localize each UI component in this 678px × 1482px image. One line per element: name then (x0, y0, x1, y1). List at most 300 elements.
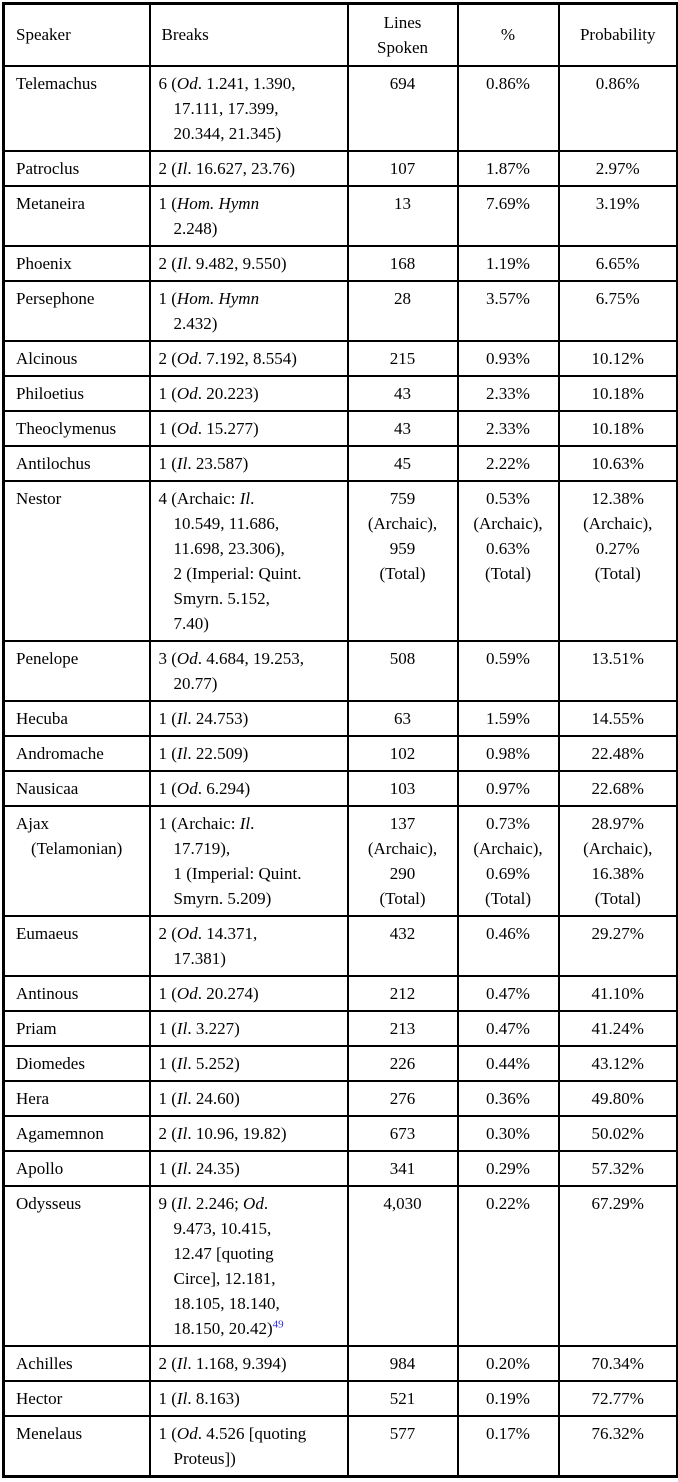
text-line: 0.47% (486, 1018, 530, 1038)
text-line: 1.59% (486, 708, 530, 728)
cell-lines-spoken (348, 1186, 458, 1346)
text-line: (Archaic), (367, 838, 438, 858)
text-line: Phoenix (16, 253, 72, 273)
cell-lines-spoken (348, 66, 458, 151)
cell-breaks (150, 151, 348, 186)
text-line: Ajax (16, 813, 50, 833)
text-line: 28.97% (591, 813, 644, 833)
cell-probability (559, 1046, 678, 1081)
cell-probability (559, 701, 678, 736)
table-row (4, 701, 678, 736)
table-row (4, 1186, 678, 1346)
table-row (4, 481, 678, 641)
cell-percent (458, 771, 559, 806)
cell-speaker (4, 411, 150, 446)
text-line: 72.77% (591, 1388, 644, 1408)
text-line: 341 (389, 1158, 416, 1178)
cell-lines-spoken (348, 1046, 458, 1081)
cell-speaker (4, 736, 150, 771)
cell-speaker (4, 481, 150, 641)
cell-percent (458, 376, 559, 411)
table-row (4, 1046, 678, 1081)
text-line: 1 (Imperial: Quint. (173, 863, 302, 883)
text-line: 212 (389, 983, 416, 1003)
table-row (4, 376, 678, 411)
text-line: 17.381) (173, 948, 226, 968)
cell-speaker (4, 701, 150, 736)
table-row (4, 1416, 678, 1477)
cell-lines-spoken (348, 1346, 458, 1381)
text-line: 12.38% (591, 488, 644, 508)
text-line: (Archaic), (473, 513, 543, 533)
text-line: 0.46% (486, 923, 530, 943)
cell-breaks (150, 341, 348, 376)
text-line: 0.19% (486, 1388, 530, 1408)
text-line: Antilochus (16, 453, 91, 473)
text-line: 41.10% (591, 983, 644, 1003)
text-line: 9.473, 10.415, (173, 1218, 272, 1238)
cell-lines-spoken (348, 736, 458, 771)
table-header (4, 4, 678, 66)
text-line: Persephone (16, 288, 95, 308)
text-line: 759 (389, 488, 416, 508)
text-line: Agamemnon (16, 1123, 104, 1143)
cell-percent (458, 976, 559, 1011)
text-line: 13 (394, 193, 411, 213)
text-line: 2 (Od. 7.192, 8.554) (158, 348, 297, 368)
table-row (4, 641, 678, 701)
text-line: 17.111, 17.399, (173, 98, 279, 118)
cell-speaker (4, 341, 150, 376)
text-line: 0.86% (486, 73, 530, 93)
text-line: Diomedes (16, 1053, 85, 1073)
cell-probability (559, 376, 678, 411)
text-line: 1 (Hom. Hymn (158, 193, 260, 213)
cell-probability (559, 1381, 678, 1416)
footnote-49-link[interactable]: 49 (272, 1317, 284, 1330)
cell-speaker (4, 186, 150, 246)
cell-probability (559, 151, 678, 186)
text-line: 2.33% (486, 383, 530, 403)
cell-speaker (4, 1346, 150, 1381)
text-line: 76.32% (591, 1423, 644, 1443)
cell-breaks (150, 1046, 348, 1081)
cell-probability (559, 736, 678, 771)
text-line: 6.75% (595, 288, 640, 308)
text-line: 213 (389, 1018, 416, 1038)
text-line: 103 (389, 778, 416, 798)
text-line: 4,030 (383, 1193, 422, 1213)
cell-probability (559, 806, 678, 916)
text-line: 2 (Imperial: Quint. (173, 563, 302, 583)
text-line: 2.432) (173, 313, 218, 333)
text-line: 50.02% (591, 1123, 644, 1143)
text-line: 43 (394, 383, 411, 403)
text-line: Theoclymenus (16, 418, 117, 438)
cell-percent (458, 66, 559, 151)
text-line: 29.27% (591, 923, 644, 943)
text-line: 577 (389, 1423, 416, 1443)
text-line: Patroclus (16, 158, 80, 178)
cell-breaks (150, 771, 348, 806)
text-line: Eumaeus (16, 923, 79, 943)
table-row (4, 1151, 678, 1186)
cell-speaker (4, 246, 150, 281)
cell-speaker (4, 66, 150, 151)
cell-probability (559, 1151, 678, 1186)
cell-probability (559, 641, 678, 701)
text-line: Apollo (16, 1158, 64, 1178)
text-line: (Total) (484, 888, 531, 908)
text-line: (Archaic), (473, 838, 543, 858)
text-line: 0.69% (486, 863, 530, 883)
text-line: 1 (Od. 20.274) (158, 983, 259, 1003)
speech-breaks-table (2, 2, 678, 1478)
cell-percent (458, 1046, 559, 1081)
text-line: Achilles (16, 1353, 73, 1373)
text-line: (Archaic), (367, 513, 438, 533)
cell-speaker (4, 446, 150, 481)
cell-probability (559, 411, 678, 446)
cell-lines-spoken (348, 446, 458, 481)
cell-breaks (150, 916, 348, 976)
text-line: 0.22% (486, 1193, 530, 1213)
cell-percent (458, 411, 559, 446)
cell-percent (458, 1151, 559, 1186)
text-line: 2.97% (595, 158, 640, 178)
cell-percent (458, 916, 559, 976)
text-line: 0.98% (486, 743, 530, 763)
text-line: Hector (16, 1388, 63, 1408)
cell-lines-spoken (348, 376, 458, 411)
text-line: 102 (389, 743, 416, 763)
text-line: 215 (389, 348, 416, 368)
table-row (4, 976, 678, 1011)
cell-percent (458, 701, 559, 736)
cell-breaks (150, 411, 348, 446)
column-header-breaks: Breaks (150, 4, 348, 66)
column-header-probability: Probability (559, 4, 678, 66)
table-row (4, 1116, 678, 1151)
cell-percent (458, 446, 559, 481)
text-line: 1 (Il. 22.509) (158, 743, 249, 763)
text-line: 1 (Il. 24.35) (158, 1158, 240, 1178)
text-line: 43.12% (591, 1053, 644, 1073)
cell-speaker (4, 376, 150, 411)
text-line: Antinous (16, 983, 79, 1003)
cell-probability (559, 246, 678, 281)
table-row (4, 1381, 678, 1416)
text-line: 107 (389, 158, 416, 178)
text-line: 2 (Od. 14.371, (158, 923, 258, 943)
text-line: 41.24% (591, 1018, 644, 1038)
cell-speaker (4, 916, 150, 976)
table-body (4, 66, 678, 1477)
cell-breaks (150, 246, 348, 281)
cell-speaker (4, 1381, 150, 1416)
text-line: 6.65% (595, 253, 640, 273)
text-line: 2 (Il. 9.482, 9.550) (158, 253, 287, 273)
text-line: 276 (389, 1088, 416, 1108)
text-line: 18.150, 20.42)$^{49}$ (173, 1317, 284, 1338)
text-line: 0.86% (595, 73, 640, 93)
text-line: Menelaus (16, 1423, 83, 1443)
text-line: 10.549, 11.686, (173, 513, 280, 533)
cell-breaks (150, 1151, 348, 1186)
cell-probability (559, 1081, 678, 1116)
cell-percent (458, 1011, 559, 1046)
cell-breaks (150, 806, 348, 916)
cell-lines-spoken (348, 701, 458, 736)
text-line: 9 (Il. 2.246; Od. (158, 1193, 269, 1213)
cell-breaks (150, 1186, 348, 1346)
cell-lines-spoken (348, 151, 458, 186)
text-line: 2.22% (486, 453, 530, 473)
text-line: 7.40) (173, 613, 209, 633)
text-line: 0.59% (486, 648, 530, 668)
text-line: 17.719), (173, 838, 231, 858)
text-line: 13.51% (591, 648, 644, 668)
table-row (4, 186, 678, 246)
text-line: 1 (Il. 3.227) (158, 1018, 240, 1038)
text-line: 10.18% (591, 418, 644, 438)
table-row (4, 736, 678, 771)
text-line: Telemachus (16, 73, 97, 93)
table-row (4, 916, 678, 976)
cell-percent (458, 1381, 559, 1416)
cell-lines-spoken (348, 186, 458, 246)
cell-percent (458, 1346, 559, 1381)
cell-probability (559, 446, 678, 481)
text-line: 1 (Archaic: Il. (158, 813, 255, 833)
cell-breaks (150, 1081, 348, 1116)
table-row (4, 151, 678, 186)
text-line: 168 (389, 253, 416, 273)
text-line: 18.105, 18.140, (173, 1293, 280, 1313)
text-line: 2 (Il. 16.627, 23.76) (158, 158, 295, 178)
text-line: 1.19% (486, 253, 530, 273)
cell-probability (559, 481, 678, 641)
cell-probability (559, 771, 678, 806)
cell-speaker (4, 281, 150, 341)
cell-breaks (150, 186, 348, 246)
text-line: Priam (16, 1018, 57, 1038)
text-line: 10.63% (591, 453, 644, 473)
text-line: 1 (Il. 24.753) (158, 708, 249, 728)
header-row (4, 4, 678, 66)
cell-percent (458, 481, 559, 641)
text-line: 0.20% (486, 1353, 530, 1373)
cell-percent (458, 341, 559, 376)
cell-breaks (150, 1011, 348, 1046)
text-line: (Total) (379, 563, 426, 583)
column-header-speaker: Speaker (4, 4, 150, 66)
text-line: (Total) (594, 888, 641, 908)
cell-percent (458, 186, 559, 246)
text-line: 22.68% (591, 778, 644, 798)
text-line: 3.57% (486, 288, 530, 308)
text-line: 694 (389, 73, 416, 93)
cell-breaks (150, 1416, 348, 1477)
cell-lines-spoken (348, 1011, 458, 1046)
cell-lines-spoken (348, 1081, 458, 1116)
cell-percent (458, 641, 559, 701)
cell-breaks (150, 66, 348, 151)
text-line: 22.48% (591, 743, 644, 763)
cell-breaks (150, 976, 348, 1011)
text-line: 10.12% (591, 348, 644, 368)
text-line: 508 (389, 648, 416, 668)
text-line: 0.93% (486, 348, 530, 368)
text-line: Smyrn. 5.152, (173, 588, 270, 608)
cell-percent (458, 1186, 559, 1346)
text-line: 28 (394, 288, 411, 308)
cell-breaks (150, 1381, 348, 1416)
cell-lines-spoken (348, 341, 458, 376)
cell-probability (559, 1011, 678, 1046)
text-line: 49.80% (591, 1088, 644, 1108)
text-line: 3 (Od. 4.684, 19.253, (158, 648, 304, 668)
table-row (4, 66, 678, 151)
text-line: Alcinous (16, 348, 78, 368)
text-line: 521 (389, 1388, 416, 1408)
table-row (4, 771, 678, 806)
text-line: 20.77) (173, 673, 218, 693)
cell-lines-spoken (348, 771, 458, 806)
text-line: 20.344, 21.345) (173, 123, 282, 143)
cell-percent (458, 281, 559, 341)
text-line: 70.34% (591, 1353, 644, 1373)
column-header-lines-spoken: Lines Spoken (348, 4, 458, 66)
cell-probability (559, 1416, 678, 1477)
text-line: (Total) (594, 563, 641, 583)
table-row (4, 341, 678, 376)
column-header-percent: % (458, 4, 559, 66)
cell-lines-spoken (348, 481, 458, 641)
cell-speaker (4, 1416, 150, 1477)
cell-speaker (4, 641, 150, 701)
text-line: (Telamonian) (31, 838, 123, 858)
text-line: Penelope (16, 648, 79, 668)
cell-breaks (150, 641, 348, 701)
text-line: Nestor (16, 488, 62, 508)
text-line: Metaneira (16, 193, 85, 213)
cell-speaker (4, 1151, 150, 1186)
table-row (4, 446, 678, 481)
text-line: 2 (Il. 1.168, 9.394) (158, 1353, 287, 1373)
text-line: 1 (Il. 8.163) (158, 1388, 240, 1408)
cell-percent (458, 246, 559, 281)
cell-lines-spoken (348, 641, 458, 701)
cell-lines-spoken (348, 1116, 458, 1151)
cell-probability (559, 976, 678, 1011)
cell-lines-spoken (348, 411, 458, 446)
text-line: (Archaic), (583, 513, 653, 533)
text-line: 63 (394, 708, 411, 728)
cell-probability (559, 1116, 678, 1151)
text-line: 3.19% (595, 193, 640, 213)
text-line: Hera (16, 1088, 50, 1108)
cell-probability (559, 186, 678, 246)
table-row (4, 411, 678, 446)
cell-probability (559, 341, 678, 376)
text-line: 1.87% (486, 158, 530, 178)
cell-probability (559, 1346, 678, 1381)
text-line: 0.27% (595, 538, 640, 558)
cell-speaker (4, 1186, 150, 1346)
text-line: 12.47 [quoting (173, 1243, 274, 1263)
text-line: 226 (389, 1053, 416, 1073)
text-line: Circe], 12.181, (173, 1268, 276, 1288)
text-line: 673 (389, 1123, 416, 1143)
text-line: 2.33% (486, 418, 530, 438)
text-line: 14.55% (591, 708, 644, 728)
text-line: 0.63% (486, 538, 530, 558)
text-line: 137 (389, 813, 416, 833)
text-line: 7.69% (486, 193, 530, 213)
cell-percent (458, 151, 559, 186)
cell-speaker (4, 1046, 150, 1081)
table-row (4, 806, 678, 916)
table-row (4, 246, 678, 281)
text-line: 1 (Od. 20.223) (158, 383, 259, 403)
text-line: 67.29% (591, 1193, 644, 1213)
cell-lines-spoken (348, 806, 458, 916)
cell-probability (559, 66, 678, 151)
cell-breaks (150, 376, 348, 411)
cell-probability (559, 1186, 678, 1346)
text-line: 1 (Od. 4.526 [quoting (158, 1423, 307, 1443)
text-line: 1 (Il. 23.587) (158, 453, 249, 473)
text-line: 0.30% (486, 1123, 530, 1143)
cell-percent (458, 1416, 559, 1477)
cell-breaks (150, 1116, 348, 1151)
text-line: 0.97% (486, 778, 530, 798)
text-line: Proteus]) (173, 1448, 236, 1468)
text-line: Nausicaa (16, 778, 79, 798)
text-line: Odysseus (16, 1193, 82, 1213)
text-line: 16.38% (591, 863, 644, 883)
cell-percent (458, 1116, 559, 1151)
text-line: 0.36% (486, 1088, 530, 1108)
text-line: 4 (Archaic: Il. (158, 488, 255, 508)
cell-percent (458, 736, 559, 771)
table-row (4, 1011, 678, 1046)
cell-speaker (4, 976, 150, 1011)
cell-speaker (4, 806, 150, 916)
text-line: 0.73% (486, 813, 530, 833)
cell-lines-spoken (348, 281, 458, 341)
cell-probability (559, 281, 678, 341)
text-line: 11.698, 23.306), (173, 538, 285, 558)
table-row (4, 1346, 678, 1381)
text-line: 0.17% (486, 1423, 530, 1443)
cell-speaker (4, 151, 150, 186)
table-row (4, 281, 678, 341)
cell-probability (559, 916, 678, 976)
text-line: 0.29% (486, 1158, 530, 1178)
text-line: 0.47% (486, 983, 530, 1003)
cell-breaks (150, 281, 348, 341)
text-line: Hecuba (16, 708, 68, 728)
cell-lines-spoken (348, 1151, 458, 1186)
text-line: 2.248) (173, 218, 218, 238)
cell-breaks (150, 481, 348, 641)
cell-speaker (4, 1011, 150, 1046)
table-row (4, 1081, 678, 1116)
text-line: Andromache (16, 743, 104, 763)
cell-speaker (4, 771, 150, 806)
